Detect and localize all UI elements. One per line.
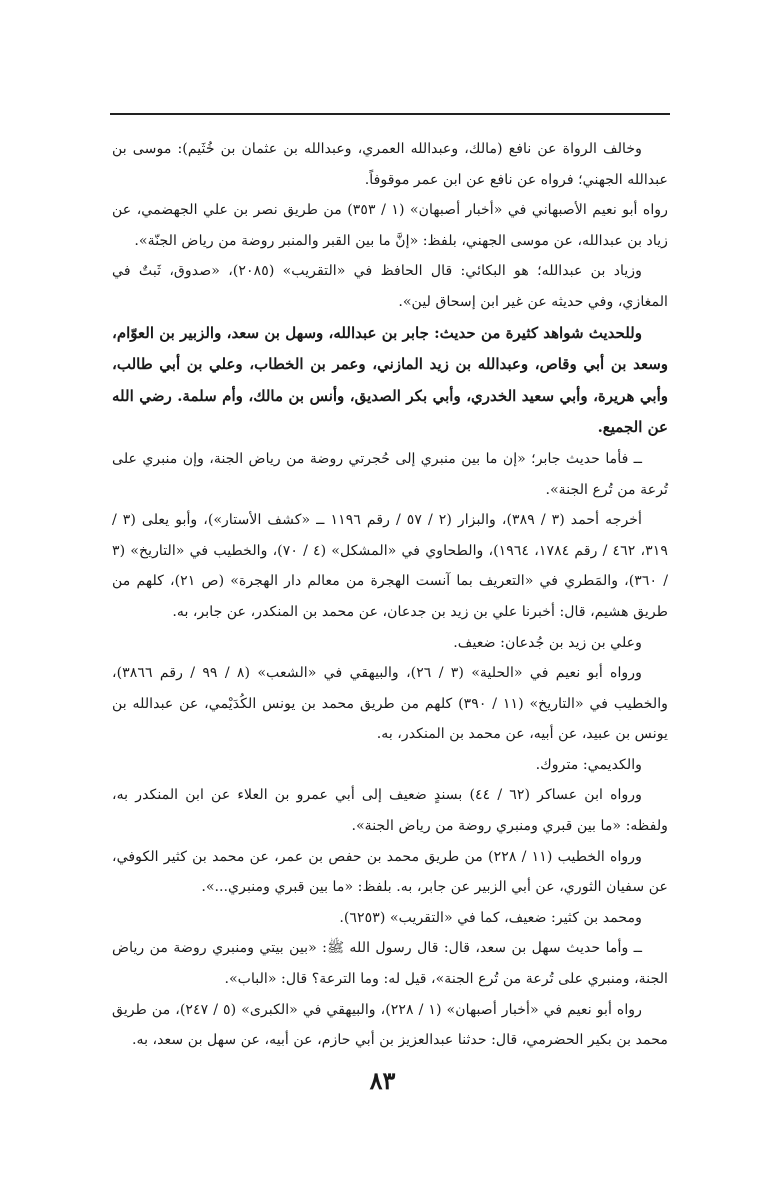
header-rule — [110, 113, 670, 115]
paragraph-10: ورواه ابن عساكر (٦٢ / ٤٤) بسندٍ ضعيف إلى أبي عمرو بن العلاء عن ابن المنكدر به، ولفظه: «ما بين قبري ومنبري روضة من رياض الجنة». — [112, 787, 668, 835]
paragraph-11: ورواه الخطيب (١١ / ٢٢٨) من طريق محمد بن حفص بن عمر، عن محمد بن كثير الكوفي، عن سفيان الثوري، عن أبي الزبير عن جابر، به. بلفظ: «ما بين قبري ومنبري...». — [112, 848, 668, 896]
paragraph-14: رواه أبو نعيم في «أخبار أصبهان» (١ / ٢٢٨)، والبيهقي في «الكبرى» (٥ / ٢٤٧)، من طريق محمد بن بكير الحضرمي، قال: حدثنا عبدالعزيز بن أبي حازم، عن أبيه، عن سهل بن سعد، به. — [112, 1001, 668, 1049]
paragraph-12: ومحمد بن كثير: ضعيف، كما في «التقريب» (٦٢٥٣). — [339, 909, 642, 926]
paragraph-2: رواه أبو نعيم الأصبهاني في «أخبار أصبهان» (١ / ٣٥٣) من طريق نصر بن علي الجهضمي، عن زياد بن عبدالله، عن موسى الجهني، بلفظ: «إنَّ ما بين القبر والمنبر روضة من رياض الجنّة». — [112, 202, 668, 249]
paragraph-6: أخرجه أحمد (٣ / ٣٨٩)، والبزار (٢ / ٥٧ / رقم ١١٩٦ ــ «كشف الأستار»)، وأبو يعلى (٣ / ٣١٩، ٤٦٢ / رقم ١٧٨٤، ١٩٦٤)، والطحاوي في «المشكل» (٤ / ٧٠)، والخطيب في «التاريخ» (٣ / ٣٦٠)، والمَطري في «التعريف بما آنست الهجرة من معالم دار الهجرة» (ص ٢١)، كلهم من طريق هشيم، قال: أخبرنا علي بن زيد بن جدعان، عن محمد بن المنكدر، عن جابر، به. — [112, 512, 669, 620]
paragraph-13: ــ وأما حديث سهل بن سعد، قال: قال رسول الله ﷺ: «بين بيتي ومنبري روضة من رياض الجنة، ومنبري على تُرعة من تُرع الجنة»، قيل له: وما الترعة؟ قال: «الباب». — [112, 940, 668, 988]
shawahid-heading: وللحديث شواهد كثيرة من حديث: جابر بن عبدالله، وسهل بن سعد، والزبير بن العوّام، وسعد بن أبي وقاص، وعبدالله بن زيد المازني، وعمر بن الخطاب، وعلي بن أبي طالب، وأبي هريرة، وأبي سعيد الخدري، وأبي بكر الصديق، وأنس بن مالك، وأم سلمة. رضي الله عن الجميع. — [112, 323, 668, 437]
body-text — [112, 134, 668, 1056]
paragraph-9: والكديمي: متروك. — [535, 756, 642, 773]
paragraph-1: وخالف الرواة عن نافع (مالك، وعبدالله العمري، وعبدالله بن عثمان بن خُثَيم): موسى بن عبدالله الجهني؛ فرواه عن نافع عن ابن عمر موقوفاً. — [112, 141, 668, 188]
paragraph-5: ــ فأما حديث جابر؛ «إن ما بين منبري إلى حُجرتي روضة من رياض الجنة، وإن منبري على تُرعة من تُرع الجنة». — [112, 450, 668, 498]
paragraph-3: وزياد بن عبدالله؛ هو البكائي: قال الحافظ في «التقريب» (٢٠٨٥)، «صدوق، ثَبتٌ في المغازي، وفي حديثه عن غير ابن إسحاق لين». — [112, 263, 668, 310]
page-number: ٨٣ — [369, 1066, 396, 1095]
paragraph-4-bold — [112, 318, 668, 444]
paragraph-7: وعلي بن زيد بن جُدعان: ضعيف. — [453, 634, 642, 651]
paragraph-8: ورواه أبو نعيم في «الحلية» (٣ / ٢٦)، والبيهقي في «الشعب» (٨ / ٩٩ / رقم ٣٨٦٦)، والخطيب في «التاريخ» (١١ / ٣٩٠) كلهم من طريق محمد بن يونس الكُدَيْمي، عن عبدالله بن يونس بن عبيد، عن أبيه، عن محمد بن المنكدر، به. — [112, 665, 668, 743]
